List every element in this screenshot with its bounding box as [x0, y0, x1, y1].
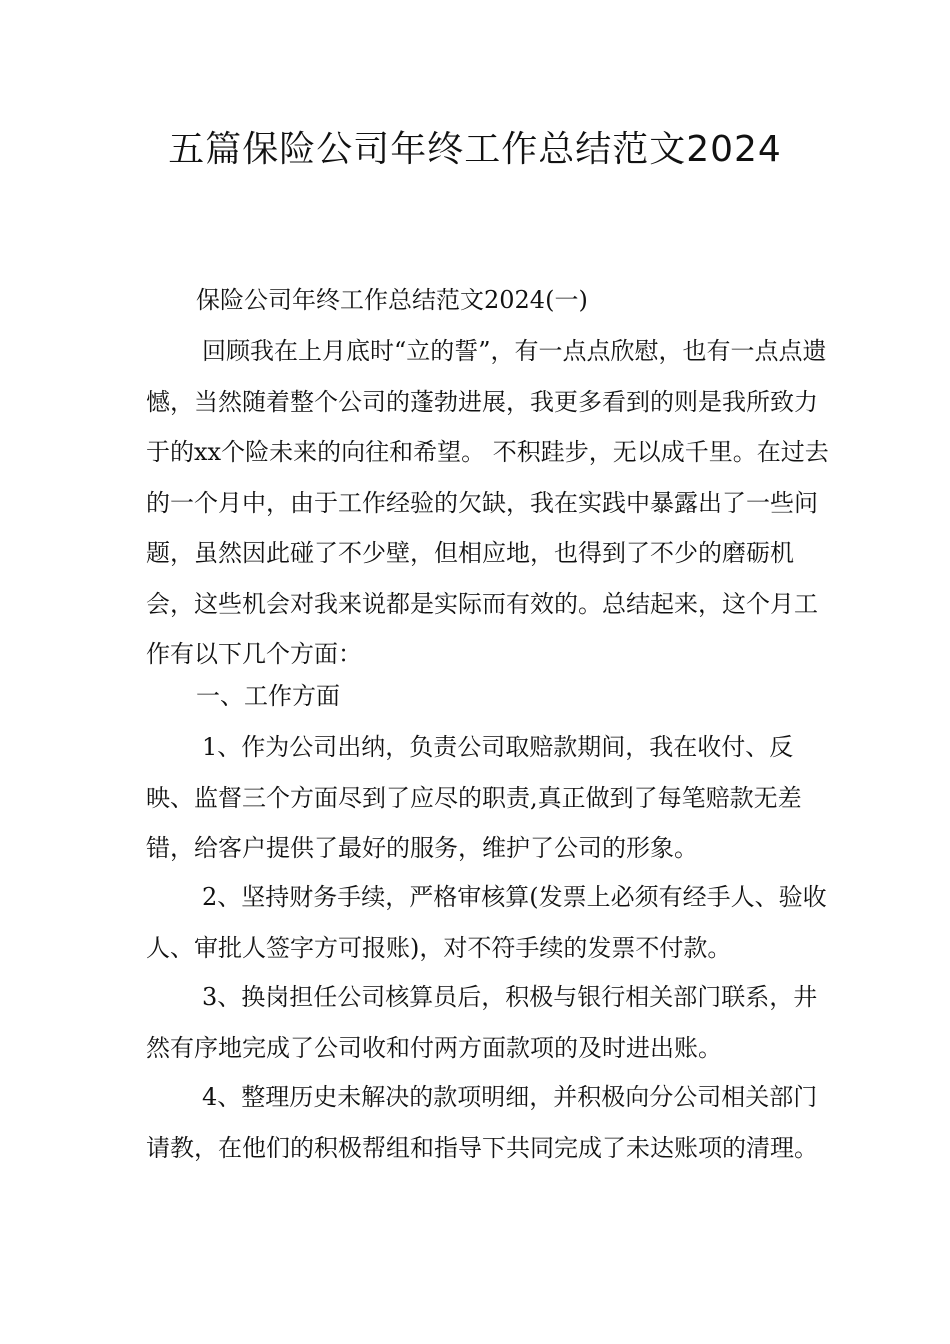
list-item: 3、换岗担任公司核算员后，积极与银行相关部门联系，井然有序地完成了公司收和付两方面款项的及时进出账。 [146, 983, 818, 1062]
list-item: 4、整理历史未解决的款项明细，并积极向分公司相关部门请教，在他们的积极帮组和指导下共同完成了未达账项的清理。 [146, 1083, 818, 1162]
document-title: 五篇保险公司年终工作总结范文2024 [168, 129, 782, 170]
section-heading-work: 一、工作方面 [196, 682, 340, 710]
intro-paragraph: 回顾我在上月底时“立的誓”，有一点点欣慰，也有一点点遗憾，当然随着整个公司的蓬勃进展，我更多看到的则是我所致力于的xx个险未来的向往和希望。 不积跬步，无以成千里。在过去的一个月中，由于工作经验的欠缺，我在实践中暴露出了一些问题，虽然因此碰了不少壁，但相应地，也得到了不少的磨砺机会，这些机会对我来说都是实际而有效的。总结起来，这个月工作有以下几个方面： [146, 337, 829, 668]
list-item: 1、作为公司出纳，负责公司取赔款期间，我在收付、反映、监督三个方面尽到了应尽的职责,真正做到了每笔赔款无差错，给客户提供了最好的服务，维护了公司的形象。 [146, 733, 802, 862]
article-subtitle: 保险公司年终工作总结范文2024(一) [196, 286, 588, 314]
list-item: 2、坚持财务手续，严格审核算(发票上必须有经手人、验收人、审批人签字方可报账)，对不符手续的发票不付款。 [146, 883, 827, 962]
